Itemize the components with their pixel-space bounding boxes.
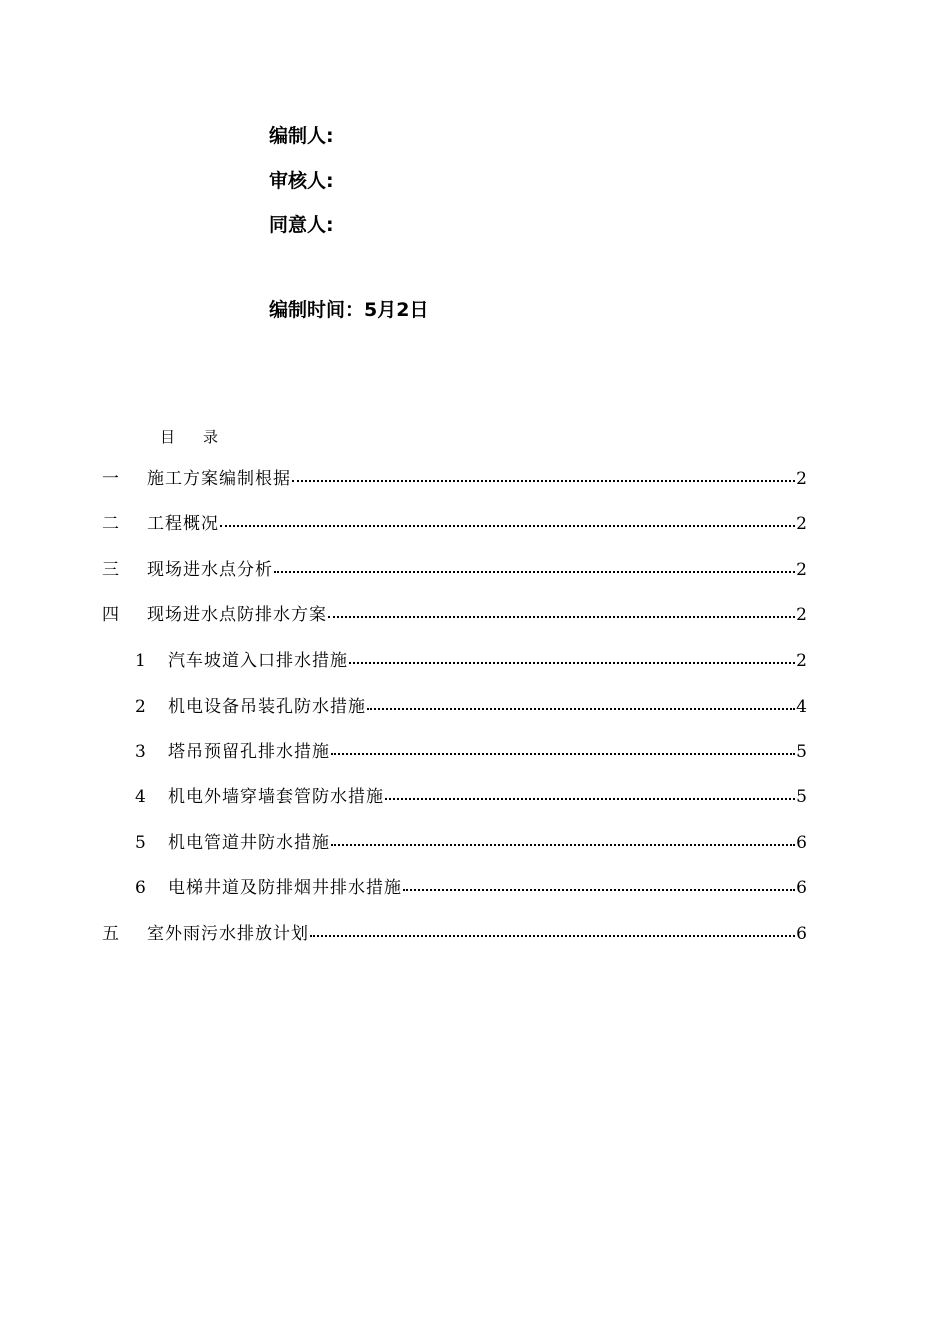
toc-entry[interactable] bbox=[102, 600, 807, 628]
toc-subentry[interactable] bbox=[135, 737, 807, 765]
toc-entry-title: 现场进水点防排水方案 bbox=[147, 605, 327, 625]
toc-entry-page: 6 bbox=[796, 833, 807, 853]
toc-entry-number: 五 bbox=[102, 924, 119, 944]
toc-entry-number: 1 bbox=[135, 651, 146, 671]
toc-entry-title: 工程概况 bbox=[147, 514, 219, 534]
toc-subentry[interactable] bbox=[135, 782, 807, 810]
toc-leader bbox=[292, 464, 795, 484]
toc-leader bbox=[349, 646, 795, 666]
toc-entry-number: 一 bbox=[102, 469, 119, 489]
toc-entry-title: 现场进水点分析 bbox=[147, 560, 273, 580]
toc-entry[interactable] bbox=[102, 919, 807, 947]
toc-title-right: 录 bbox=[203, 428, 219, 446]
toc-leader bbox=[367, 692, 795, 712]
toc-entry-number: 6 bbox=[135, 878, 146, 898]
toc-title-left: 目 bbox=[160, 428, 176, 446]
toc-entry-number: 三 bbox=[102, 560, 119, 580]
toc-leader bbox=[385, 782, 795, 802]
toc-entry-page: 2 bbox=[796, 469, 807, 489]
toc-title bbox=[160, 427, 218, 447]
toc-entry-title: 电梯井道及防排烟井排水措施 bbox=[168, 878, 402, 898]
toc-entry-page: 6 bbox=[796, 924, 807, 944]
toc-entry-title: 塔吊预留孔排水措施 bbox=[168, 742, 330, 762]
toc-entry-page: 2 bbox=[796, 514, 807, 534]
toc-entry-title: 机电设备吊装孔防水措施 bbox=[168, 697, 366, 717]
toc-entry[interactable] bbox=[102, 555, 807, 583]
toc-entry-title: 机电外墙穿墙套管防水措施 bbox=[168, 787, 384, 807]
toc-entry-page: 5 bbox=[796, 742, 807, 762]
toc-entry-page: 6 bbox=[796, 878, 807, 898]
toc-entry-title: 室外雨污水排放计划 bbox=[147, 924, 309, 944]
toc-entry-number: 二 bbox=[102, 514, 119, 534]
compiler-label: 编制人: bbox=[269, 125, 334, 147]
toc-leader bbox=[403, 873, 795, 893]
reviewer-label: 审核人: bbox=[269, 170, 334, 192]
toc-entry-title: 施工方案编制根据 bbox=[147, 469, 291, 489]
toc-entry-page: 5 bbox=[796, 787, 807, 807]
toc-leader bbox=[328, 600, 795, 620]
toc-entry-page: 4 bbox=[796, 697, 807, 717]
approver-label: 同意人: bbox=[269, 214, 334, 236]
toc-entry-page: 2 bbox=[796, 605, 807, 625]
toc-subentry[interactable] bbox=[135, 646, 807, 674]
toc-entry[interactable] bbox=[102, 464, 807, 492]
toc-subentry[interactable] bbox=[135, 873, 807, 901]
toc-entry-title: 汽车坡道入口排水措施 bbox=[168, 651, 348, 671]
toc-entry-page: 2 bbox=[796, 651, 807, 671]
toc-entry-number: 四 bbox=[102, 605, 119, 625]
toc-entry-page: 2 bbox=[796, 560, 807, 580]
toc-entry-number: 5 bbox=[135, 833, 146, 853]
toc-leader bbox=[331, 737, 795, 757]
toc-leader bbox=[274, 555, 795, 575]
toc-entry-number: 3 bbox=[135, 742, 146, 762]
toc-subentry[interactable] bbox=[135, 692, 807, 720]
toc-leader bbox=[331, 828, 795, 848]
toc-leader bbox=[310, 919, 795, 939]
toc-entry-number: 4 bbox=[135, 787, 146, 807]
toc-subentry[interactable] bbox=[135, 828, 807, 856]
toc-entry-number: 2 bbox=[135, 697, 146, 717]
toc-leader bbox=[220, 509, 795, 529]
compile-date: 编制时间：5月2日 bbox=[269, 299, 429, 321]
toc-entry-title: 机电管道井防水措施 bbox=[168, 833, 330, 853]
toc-entry[interactable] bbox=[102, 509, 807, 537]
